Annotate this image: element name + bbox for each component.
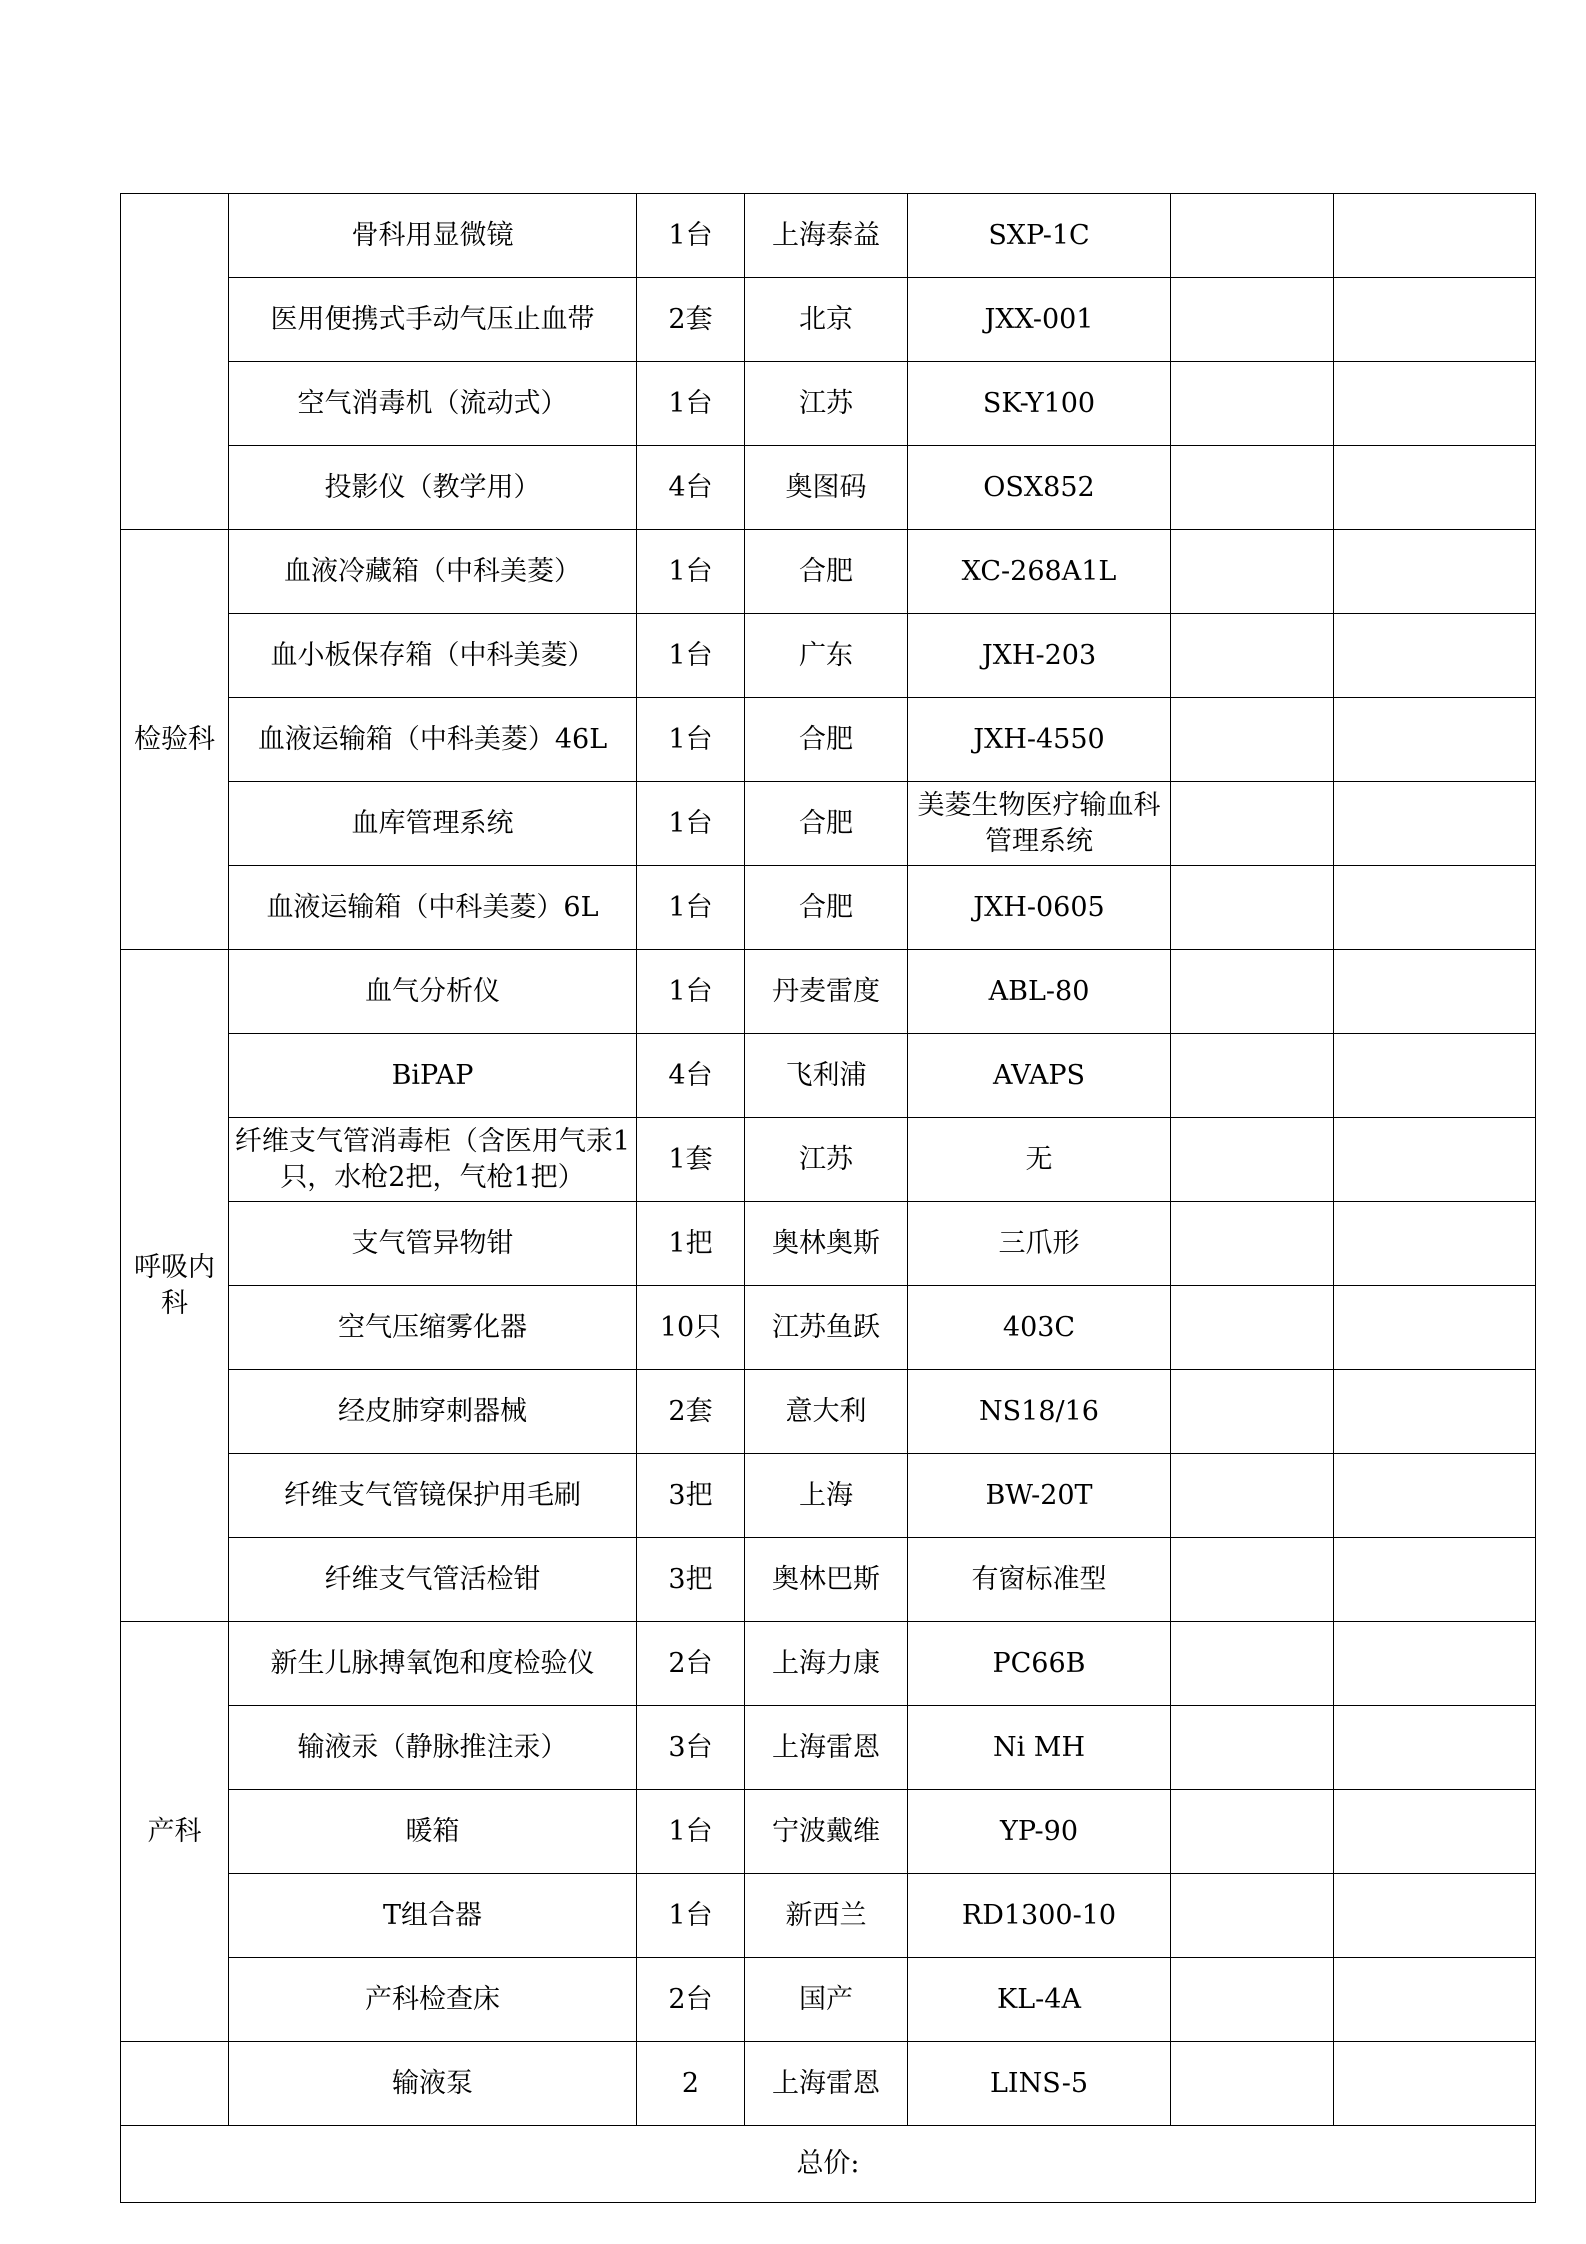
item-name: 医用便携式手动气压止血带 — [229, 278, 637, 362]
item-name: 空气消毒机（流动式） — [229, 362, 637, 446]
item-model: YP-90 — [908, 1790, 1171, 1874]
item-name: 新生儿脉搏氧饱和度检验仪 — [229, 1622, 637, 1706]
table-row — [121, 782, 1536, 866]
item-price — [1171, 866, 1334, 950]
table-row — [121, 1622, 1536, 1706]
item-qty: 1台 — [637, 614, 745, 698]
table-row — [121, 950, 1536, 1034]
table-row — [121, 614, 1536, 698]
item-name: 纤维支气管消毒柜（含医用气汞1只，水枪2把，气枪1把） — [229, 1118, 637, 1202]
item-origin: 新西兰 — [745, 1874, 908, 1958]
table-row — [121, 1202, 1536, 1286]
item-model: KL-4A — [908, 1958, 1171, 2042]
item-origin: 江苏 — [745, 362, 908, 446]
item-model: 无 — [908, 1118, 1171, 1202]
item-model: LINS-5 — [908, 2042, 1171, 2126]
item-model: PC66B — [908, 1622, 1171, 1706]
item-origin: 上海雷恩 — [745, 1706, 908, 1790]
table-row — [121, 1034, 1536, 1118]
table-row — [121, 362, 1536, 446]
item-model: 403C — [908, 1286, 1171, 1370]
item-note — [1334, 1202, 1536, 1286]
item-qty: 2 — [637, 2042, 745, 2126]
item-note — [1334, 614, 1536, 698]
item-price — [1171, 2042, 1334, 2126]
item-origin: 国产 — [745, 1958, 908, 2042]
table-row — [121, 530, 1536, 614]
item-qty: 4台 — [637, 1034, 745, 1118]
item-model: 有窗标准型 — [908, 1538, 1171, 1622]
table-row — [121, 194, 1536, 278]
item-qty: 1台 — [637, 530, 745, 614]
item-price — [1171, 1454, 1334, 1538]
item-name: 输液泵 — [229, 2042, 637, 2126]
item-qty: 1台 — [637, 1790, 745, 1874]
item-origin: 合肥 — [745, 782, 908, 866]
table-row — [121, 2042, 1536, 2126]
table-row — [121, 446, 1536, 530]
item-qty: 1套 — [637, 1118, 745, 1202]
item-model: SK-Y100 — [908, 362, 1171, 446]
table-row — [121, 866, 1536, 950]
table-row — [121, 1958, 1536, 2042]
item-price — [1171, 1034, 1334, 1118]
item-origin: 宁波戴维 — [745, 1790, 908, 1874]
item-price — [1171, 446, 1334, 530]
item-name: BiPAP — [229, 1034, 637, 1118]
item-qty: 3把 — [637, 1454, 745, 1538]
item-price — [1171, 698, 1334, 782]
item-qty: 2台 — [637, 1622, 745, 1706]
item-name: 血库管理系统 — [229, 782, 637, 866]
item-origin: 上海 — [745, 1454, 908, 1538]
item-note — [1334, 446, 1536, 530]
item-origin: 上海泰益 — [745, 194, 908, 278]
item-note — [1334, 950, 1536, 1034]
item-name: T组合器 — [229, 1874, 637, 1958]
item-origin: 合肥 — [745, 866, 908, 950]
item-name: 支气管异物钳 — [229, 1202, 637, 1286]
table-row — [121, 1790, 1536, 1874]
department-cell — [121, 194, 229, 530]
item-note — [1334, 1958, 1536, 2042]
item-origin: 江苏 — [745, 1118, 908, 1202]
item-price — [1171, 1370, 1334, 1454]
item-qty: 1台 — [637, 1874, 745, 1958]
table-row — [121, 1874, 1536, 1958]
item-note — [1334, 1370, 1536, 1454]
item-name: 纤维支气管活检钳 — [229, 1538, 637, 1622]
item-name: 投影仪（教学用） — [229, 446, 637, 530]
equipment-table — [120, 193, 1536, 2203]
item-origin: 广东 — [745, 614, 908, 698]
item-name: 空气压缩雾化器 — [229, 1286, 637, 1370]
item-name: 暖箱 — [229, 1790, 637, 1874]
item-name: 经皮肺穿刺器械 — [229, 1370, 637, 1454]
item-origin: 北京 — [745, 278, 908, 362]
item-price — [1171, 782, 1334, 866]
item-price — [1171, 614, 1334, 698]
item-model: XC-268A1L — [908, 530, 1171, 614]
item-note — [1334, 782, 1536, 866]
item-qty: 1把 — [637, 1202, 745, 1286]
item-name: 产科检查床 — [229, 1958, 637, 2042]
item-model: NS18/16 — [908, 1370, 1171, 1454]
item-note — [1334, 698, 1536, 782]
item-model: RD1300-10 — [908, 1874, 1171, 1958]
item-qty: 1台 — [637, 866, 745, 950]
department-cell: 检验科 — [121, 530, 229, 950]
item-origin: 江苏鱼跃 — [745, 1286, 908, 1370]
table-row — [121, 698, 1536, 782]
item-note — [1334, 1790, 1536, 1874]
item-price — [1171, 1874, 1334, 1958]
item-name: 血液冷藏箱（中科美菱） — [229, 530, 637, 614]
item-origin: 奥图码 — [745, 446, 908, 530]
item-name: 输液汞（静脉推注汞） — [229, 1706, 637, 1790]
item-model: JXH-4550 — [908, 698, 1171, 782]
item-name: 血液运输箱（中科美菱）46L — [229, 698, 637, 782]
item-qty: 2套 — [637, 1370, 745, 1454]
item-note — [1334, 278, 1536, 362]
item-qty: 1台 — [637, 950, 745, 1034]
item-origin: 合肥 — [745, 530, 908, 614]
department-cell: 呼吸内科 — [121, 950, 229, 1622]
item-origin: 丹麦雷度 — [745, 950, 908, 1034]
item-qty: 2台 — [637, 1958, 745, 2042]
item-price — [1171, 1958, 1334, 2042]
item-note — [1334, 1118, 1536, 1202]
total-row — [121, 2126, 1536, 2203]
item-qty: 3把 — [637, 1538, 745, 1622]
item-name: 血小板保存箱（中科美菱） — [229, 614, 637, 698]
item-model: JXX-001 — [908, 278, 1171, 362]
item-qty: 1台 — [637, 782, 745, 866]
item-price — [1171, 530, 1334, 614]
item-origin: 飞利浦 — [745, 1034, 908, 1118]
department-cell: 产科 — [121, 1622, 229, 2042]
item-qty: 3台 — [637, 1706, 745, 1790]
item-note — [1334, 1538, 1536, 1622]
item-price — [1171, 950, 1334, 1034]
item-name: 血气分析仪 — [229, 950, 637, 1034]
item-qty: 1台 — [637, 362, 745, 446]
item-name: 骨科用显微镜 — [229, 194, 637, 278]
item-model: OSX852 — [908, 446, 1171, 530]
item-model: Ni MH — [908, 1706, 1171, 1790]
item-price — [1171, 1538, 1334, 1622]
item-model: SXP-1C — [908, 194, 1171, 278]
item-model: BW-20T — [908, 1454, 1171, 1538]
item-note — [1334, 1454, 1536, 1538]
item-origin: 奥林奥斯 — [745, 1202, 908, 1286]
item-origin: 合肥 — [745, 698, 908, 782]
item-price — [1171, 1202, 1334, 1286]
table-row — [121, 278, 1536, 362]
item-note — [1334, 1622, 1536, 1706]
table-row — [121, 1370, 1536, 1454]
item-price — [1171, 278, 1334, 362]
table-row — [121, 1286, 1536, 1370]
item-price — [1171, 362, 1334, 446]
department-cell — [121, 2042, 229, 2126]
table-row — [121, 1706, 1536, 1790]
item-price — [1171, 1790, 1334, 1874]
item-price — [1171, 1118, 1334, 1202]
item-model: 三爪形 — [908, 1202, 1171, 1286]
item-note — [1334, 1034, 1536, 1118]
item-origin: 意大利 — [745, 1370, 908, 1454]
table-row — [121, 1118, 1536, 1202]
item-qty: 10只 — [637, 1286, 745, 1370]
item-note — [1334, 1286, 1536, 1370]
total-price-label: 总价: — [121, 2126, 1536, 2203]
item-price — [1171, 1622, 1334, 1706]
item-origin: 奥林巴斯 — [745, 1538, 908, 1622]
item-model: AVAPS — [908, 1034, 1171, 1118]
item-price — [1171, 1286, 1334, 1370]
item-note — [1334, 362, 1536, 446]
item-name: 血液运输箱（中科美菱）6L — [229, 866, 637, 950]
item-note — [1334, 2042, 1536, 2126]
item-note — [1334, 530, 1536, 614]
item-note — [1334, 1706, 1536, 1790]
item-origin: 上海雷恩 — [745, 2042, 908, 2126]
item-name: 纤维支气管镜保护用毛刷 — [229, 1454, 637, 1538]
table-row — [121, 1538, 1536, 1622]
item-origin: 上海力康 — [745, 1622, 908, 1706]
item-model: JXH-0605 — [908, 866, 1171, 950]
table-row — [121, 1454, 1536, 1538]
item-note — [1334, 194, 1536, 278]
item-qty: 2套 — [637, 278, 745, 362]
item-qty: 1台 — [637, 194, 745, 278]
item-model: ABL-80 — [908, 950, 1171, 1034]
item-price — [1171, 194, 1334, 278]
item-note — [1334, 1874, 1536, 1958]
item-model: JXH-203 — [908, 614, 1171, 698]
item-note — [1334, 866, 1536, 950]
item-qty: 1台 — [637, 698, 745, 782]
item-qty: 4台 — [637, 446, 745, 530]
item-model: 美菱生物医疗输血科管理系统 — [908, 782, 1171, 866]
item-price — [1171, 1706, 1334, 1790]
